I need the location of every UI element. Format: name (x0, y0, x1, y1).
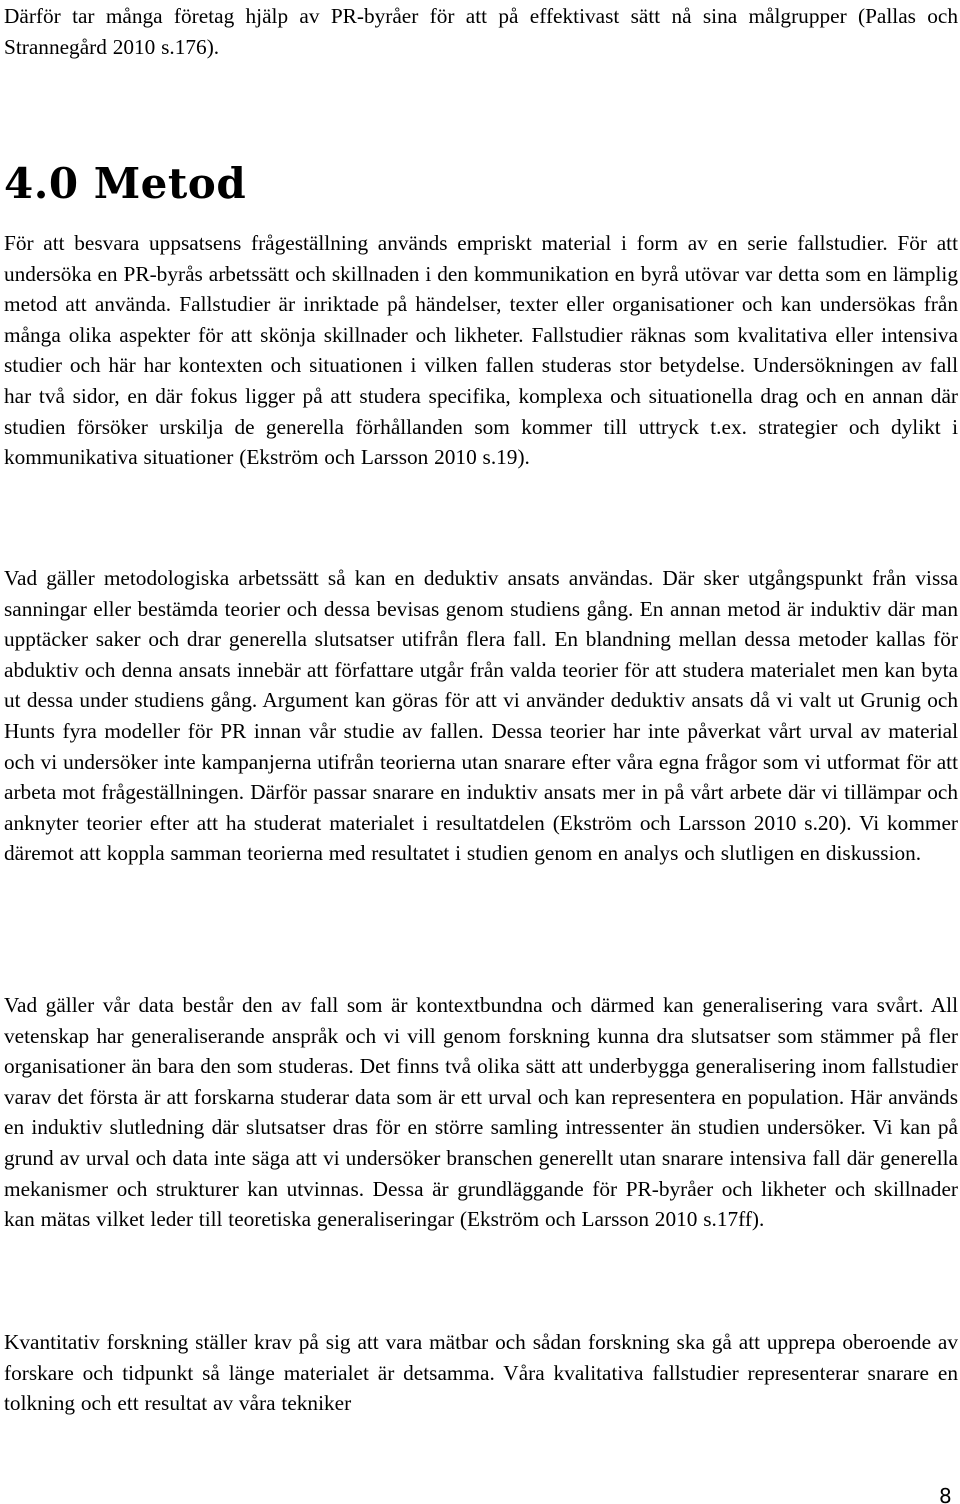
page-number: 8 (939, 1484, 952, 1504)
body-paragraph-1: För att besvara uppsatsens frågeställning används empriskt material i form av en serie fallstudier. För att undersöka en PR-byrås arbetssätt och skillnaden i den kommunikation en byrå utövar var detta som en lämplig metod att använda. Fallstudier är inriktade på händelser, texter eller organisationer och kan undersökas från många olika aspekter för att skönja skillnader och likheter. Fallstudier räknas som kvalitativa eller intensiva studier och här har kontexten och situationen i vilken fallen studeras stor betydelse. Undersökningen av fall har två sidor, en där fokus ligger på att studera specifika, komplexa och situationella drag och en annan där studien försöker urskilja de generella förhållanden som kommer till uttryck t.ex. strategier och dylikt i kommunikativa situationer (Ekström och Larsson 2010 s.19). (4, 231, 958, 470)
body-paragraph-4: Kvantitativ forskning ställer krav på sig att vara mätbar och sådan forskning ska gå att upprepa oberoende av forskare och tidpunkt så länge materialet är detsamma. Våra kvalitativa fallstudier representerar snarare en tolkning och ett resultat av våra tekniker (4, 1330, 958, 1416)
body-paragraph-2: Vad gäller metodologiska arbetssätt så kan en deduktiv ansats användas. Där sker utgångspunkt från vissa sanningar eller bestämda teorier och dessa bevisas genom studiens gång. En annan metod är induktiv där man upptäcker saker och drar generella slutsatser utifrån flera fall. En blandning mellan dessa metoder kallas för abduktiv och denna ansats innebär att författare utgår från valda teorier för att studera materialet men kan byta ut dessa under studiens gång. Argument kan göras för att vi använder deduktiv ansats då vi valt ut Grunig och Hunts fyra modeller för PR innan vår studie av fallen. Dessa teorier har inte påverkat vårt urval av material och vi undersöker inte kampanjerna utifrån teorierna utan snarare efter våra egna frågor som vi utformat för att arbeta mot frågeställningen. Därför passar snarare en induktiv ansats mer in på vårt arbete där vi tillämpar och anknyter teorier efter att ha studerat materialet i resultatdelen (Ekström och Larsson 2010 s.20). Vi kommer däremot att koppla samman teorierna med resultatet i studien genom en analys och slutligen en diskussion. (4, 566, 958, 866)
intro-paragraph: Därför tar många företag hjälp av PR-byråer för att på effektivast sätt nå sina målgrupper (Pallas och Strannegård 2010 s.176). (4, 4, 958, 59)
section-heading: 4.0 Metod (4, 159, 247, 208)
body-paragraph-3: Vad gäller vår data består den av fall som är kontextbundna och därmed kan generalisering vara svårt. All vetenskap har generaliserande anspråk och vi vill genom forskning kunna dra slutsatser som stämmer på fler organisationer än bara den som studeras. Det finns två olika sätt att underbygga generalisering inom fallstudier varav det första är att forskarna studerar data som är ett urval och kan representera en population. Här används en induktiv slutledning där slutsatser dras för en större samling intressenter än studien undersöker. Vi kan på grund av urval och data inte säga att vi undersöker branschen generellt utan snarare intensiva fall där generella mekanismer och strukturer kan utvinnas. Dessa är grundläggande för PR-byråer och likheter och skillnader kan mätas vilket leder till teoretiska generaliseringar (Ekström och Larsson 2010 s.17ff). (4, 993, 958, 1232)
